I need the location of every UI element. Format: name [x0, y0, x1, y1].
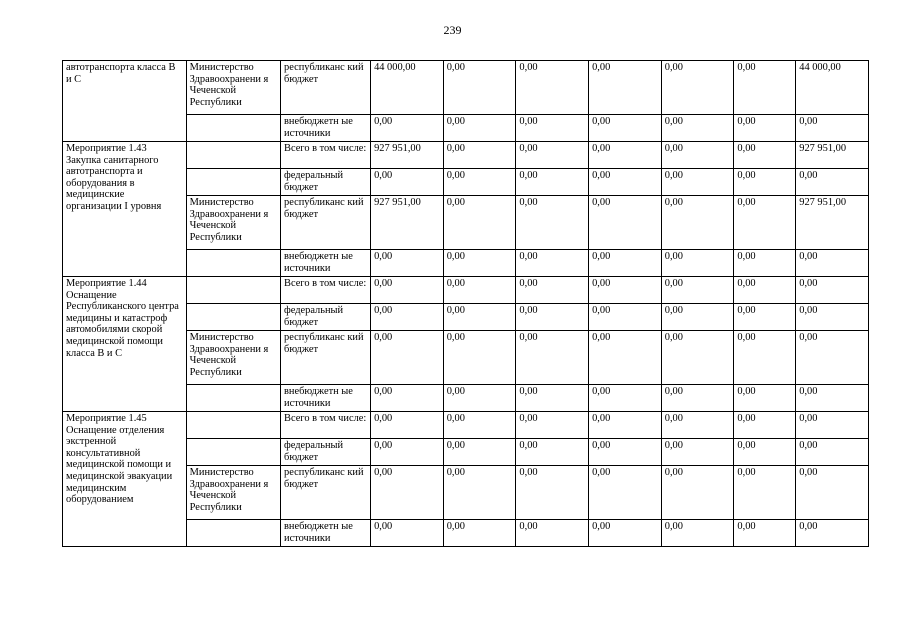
- amount-cell: 44 000,00: [796, 61, 869, 115]
- table-row: [63, 142, 869, 169]
- amount-cell: 0,00: [589, 142, 662, 169]
- amount-cell: 0,00: [371, 115, 444, 142]
- amount-cell: 0,00: [661, 277, 734, 304]
- amount-cell: 0,00: [589, 466, 662, 520]
- amount-cell: 0,00: [371, 520, 444, 547]
- event-name-cell: автотранспорта класса В и С: [63, 61, 187, 142]
- amount-cell: 0,00: [734, 439, 796, 466]
- amount-cell: 0,00: [796, 385, 869, 412]
- amount-cell: 0,00: [734, 142, 796, 169]
- executor-cell: [186, 412, 280, 439]
- amount-cell: 0,00: [516, 115, 589, 142]
- amount-cell: 0,00: [734, 412, 796, 439]
- amount-cell: 0,00: [589, 115, 662, 142]
- event-name-cell: Мероприятие 1.44 Оснащение Республиканского центра медицины и катастроф автомобилями скорой медицинской помощи класса В и С: [63, 277, 187, 412]
- amount-cell: 0,00: [516, 385, 589, 412]
- amount-cell: 0,00: [516, 196, 589, 250]
- amount-cell: 0,00: [443, 142, 516, 169]
- amount-cell: 0,00: [661, 61, 734, 115]
- amount-cell: 0,00: [661, 466, 734, 520]
- funding-source-cell: Всего в том числе:: [281, 412, 371, 439]
- amount-cell: 0,00: [661, 439, 734, 466]
- executor-cell: [186, 304, 280, 331]
- amount-cell: 0,00: [589, 250, 662, 277]
- page-number: 239: [443, 23, 462, 37]
- event-name-cell: Мероприятие 1.43 Закупка санитарного автотранспорта и оборудования в медицинские организации I уровня: [63, 142, 187, 277]
- amount-cell: 0,00: [516, 250, 589, 277]
- executor-cell: [186, 115, 280, 142]
- amount-cell: 0,00: [734, 304, 796, 331]
- amount-cell: 0,00: [734, 169, 796, 196]
- amount-cell: 0,00: [796, 304, 869, 331]
- amount-cell: 0,00: [661, 115, 734, 142]
- amount-cell: 0,00: [589, 520, 662, 547]
- amount-cell: 0,00: [371, 439, 444, 466]
- amount-cell: 0,00: [796, 115, 869, 142]
- amount-cell: 0,00: [443, 196, 516, 250]
- amount-cell: 0,00: [796, 250, 869, 277]
- executor-cell: [186, 142, 280, 169]
- amount-cell: 0,00: [661, 142, 734, 169]
- amount-cell: 0,00: [443, 439, 516, 466]
- amount-cell: 0,00: [516, 142, 589, 169]
- funding-source-cell: федеральный бюджет: [281, 439, 371, 466]
- amount-cell: 0,00: [443, 385, 516, 412]
- amount-cell: 0,00: [516, 61, 589, 115]
- amount-cell: 0,00: [589, 412, 662, 439]
- amount-cell: 0,00: [443, 331, 516, 385]
- amount-cell: 0,00: [734, 61, 796, 115]
- executor-cell: [186, 385, 280, 412]
- funding-source-cell: Всего в том числе:: [281, 277, 371, 304]
- amount-cell: 0,00: [734, 520, 796, 547]
- amount-cell: 0,00: [796, 277, 869, 304]
- executor-cell: [186, 277, 280, 304]
- amount-cell: 0,00: [661, 250, 734, 277]
- table-row: [63, 412, 869, 439]
- amount-cell: 44 000,00: [371, 61, 444, 115]
- executor-cell: [186, 520, 280, 547]
- amount-cell: 0,00: [371, 277, 444, 304]
- amount-cell: 0,00: [371, 385, 444, 412]
- amount-cell: 0,00: [443, 115, 516, 142]
- amount-cell: 0,00: [516, 304, 589, 331]
- amount-cell: 927 951,00: [371, 196, 444, 250]
- amount-cell: 0,00: [589, 61, 662, 115]
- amount-cell: 0,00: [443, 466, 516, 520]
- funding-source-cell: республиканс кий бюджет: [281, 466, 371, 520]
- amount-cell: 0,00: [371, 331, 444, 385]
- funding-source-cell: внебюджетн ые источники: [281, 250, 371, 277]
- amount-cell: 0,00: [796, 439, 869, 466]
- amount-cell: 0,00: [734, 115, 796, 142]
- amount-cell: 0,00: [443, 520, 516, 547]
- amount-cell: 0,00: [371, 250, 444, 277]
- amount-cell: 0,00: [661, 520, 734, 547]
- executor-cell: Министерство Здравоохранени я Чеченской Республики: [186, 61, 280, 115]
- executor-cell: Министерство Здравоохранени я Чеченской Республики: [186, 466, 280, 520]
- amount-cell: 0,00: [734, 466, 796, 520]
- amount-cell: 0,00: [796, 169, 869, 196]
- executor-cell: Министерство Здравоохранени я Чеченской Республики: [186, 196, 280, 250]
- amount-cell: 0,00: [734, 277, 796, 304]
- amount-cell: 0,00: [734, 250, 796, 277]
- amount-cell: 0,00: [516, 520, 589, 547]
- amount-cell: 927 951,00: [796, 196, 869, 250]
- funding-source-cell: внебюджетн ые источники: [281, 520, 371, 547]
- amount-cell: 0,00: [734, 196, 796, 250]
- amount-cell: 0,00: [589, 169, 662, 196]
- executor-cell: [186, 169, 280, 196]
- amount-cell: 0,00: [661, 412, 734, 439]
- budget-table: [62, 60, 869, 547]
- amount-cell: 0,00: [661, 196, 734, 250]
- amount-cell: 0,00: [371, 466, 444, 520]
- amount-cell: 0,00: [516, 331, 589, 385]
- amount-cell: 0,00: [371, 412, 444, 439]
- funding-source-cell: внебюджетн ые источники: [281, 385, 371, 412]
- amount-cell: 0,00: [734, 385, 796, 412]
- executor-cell: [186, 250, 280, 277]
- table-row: [63, 277, 869, 304]
- funding-source-cell: федеральный бюджет: [281, 169, 371, 196]
- amount-cell: 0,00: [661, 169, 734, 196]
- funding-source-cell: федеральный бюджет: [281, 304, 371, 331]
- amount-cell: 0,00: [443, 277, 516, 304]
- amount-cell: 0,00: [443, 250, 516, 277]
- table-row: [63, 61, 869, 115]
- amount-cell: 0,00: [443, 61, 516, 115]
- amount-cell: 0,00: [796, 466, 869, 520]
- event-name-cell: Мероприятие 1.45 Оснащение отделения экстренной консультативной медицинской помощи и медицинской эвакуации медицинским оборудованием: [63, 412, 187, 547]
- amount-cell: 0,00: [661, 304, 734, 331]
- funding-source-cell: внебюджетн ые источники: [281, 115, 371, 142]
- funding-source-cell: Всего в том числе:: [281, 142, 371, 169]
- amount-cell: 0,00: [443, 412, 516, 439]
- amount-cell: 0,00: [796, 331, 869, 385]
- funding-source-cell: республиканс кий бюджет: [281, 331, 371, 385]
- amount-cell: 0,00: [589, 304, 662, 331]
- budget-table-body: [63, 61, 869, 547]
- amount-cell: 0,00: [589, 385, 662, 412]
- amount-cell: 0,00: [516, 439, 589, 466]
- executor-cell: Министерство Здравоохранени я Чеченской Республики: [186, 331, 280, 385]
- amount-cell: 927 951,00: [371, 142, 444, 169]
- amount-cell: 0,00: [661, 385, 734, 412]
- amount-cell: 0,00: [516, 466, 589, 520]
- amount-cell: 0,00: [443, 169, 516, 196]
- amount-cell: 0,00: [734, 331, 796, 385]
- executor-cell: [186, 439, 280, 466]
- amount-cell: 0,00: [516, 169, 589, 196]
- amount-cell: 0,00: [796, 412, 869, 439]
- amount-cell: 0,00: [516, 412, 589, 439]
- funding-source-cell: республиканс кий бюджет: [281, 196, 371, 250]
- amount-cell: 0,00: [589, 331, 662, 385]
- amount-cell: 0,00: [589, 439, 662, 466]
- amount-cell: 0,00: [589, 196, 662, 250]
- amount-cell: 927 951,00: [796, 142, 869, 169]
- amount-cell: 0,00: [371, 169, 444, 196]
- amount-cell: 0,00: [661, 331, 734, 385]
- amount-cell: 0,00: [589, 277, 662, 304]
- funding-source-cell: республиканс кий бюджет: [281, 61, 371, 115]
- amount-cell: 0,00: [371, 304, 444, 331]
- amount-cell: 0,00: [516, 277, 589, 304]
- amount-cell: 0,00: [796, 520, 869, 547]
- amount-cell: 0,00: [443, 304, 516, 331]
